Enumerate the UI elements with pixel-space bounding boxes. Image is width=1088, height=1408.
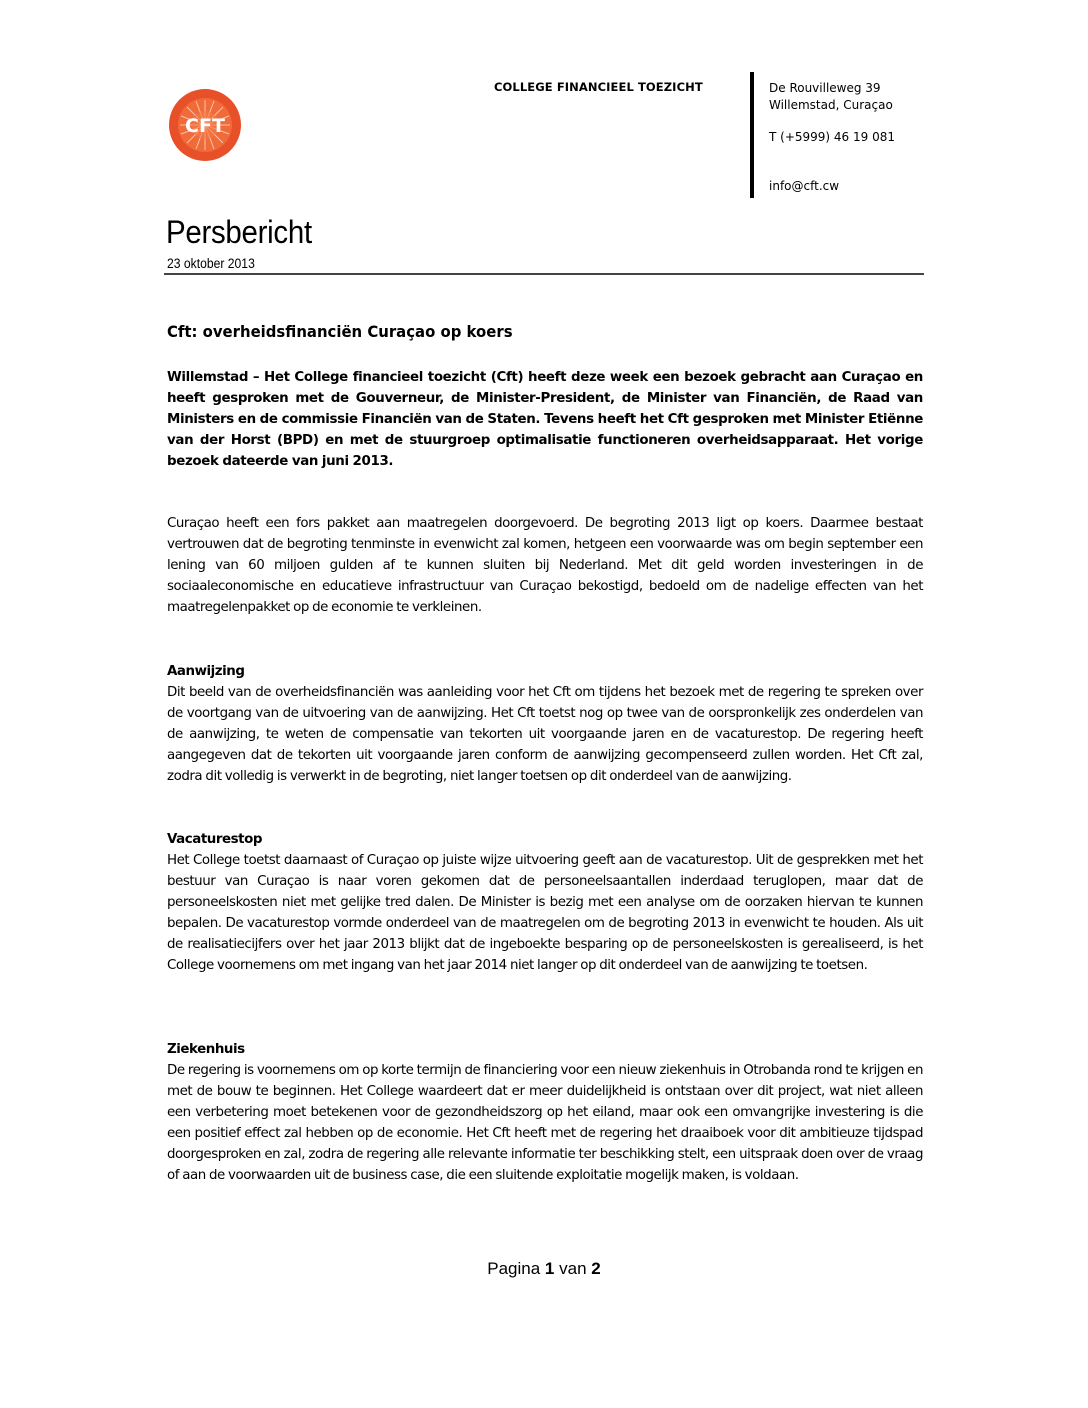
- address-line-1: De Rouvilleweg 39: [769, 81, 881, 95]
- section-aanwijzing: [167, 661, 923, 787]
- organization-name: COLLEGE FINANCIEEL TOEZICHT: [494, 80, 703, 94]
- lead-paragraph: [167, 367, 923, 472]
- total-pages: 2: [591, 1259, 601, 1278]
- section-ziekenhuis: [167, 1039, 923, 1186]
- page-prefix: Pagina: [487, 1259, 541, 1278]
- email-address: info@cft.cw: [769, 178, 840, 193]
- phone-number: T (+5999) 46 19 081: [769, 130, 895, 144]
- header-divider: [750, 72, 754, 198]
- contact-block: [769, 80, 895, 194]
- address-line-2: Willemstad, Curaçao: [769, 97, 893, 112]
- section-heading: Ziekenhuis: [167, 1042, 245, 1057]
- intro-text: Curaçao heeft een fors pakket aan maatregelen doorgevoerd. De begroting 2013 ligt op koers. Daarmee bestaat vertrouwen dat de begroting tenminste in evenwicht zal komen, hetgeen een voorwaarde was om begin september een lening van 60 miljoen gulden af te kunnen sluiten bij Nederland. Met dit geld worden investeringen in de sociaaleconomische en educatieve infrastructuur van Curaçao bekostigd, bedoeld om de nadelige effecten van het maatregelenpakket op de economie te verkleinen.: [167, 516, 923, 615]
- cft-logo-icon: [168, 88, 242, 162]
- page-number-footer: [0, 1259, 1088, 1279]
- section-heading: Vacaturestop: [167, 832, 263, 847]
- document-date: 23 oktober 2013: [167, 256, 255, 271]
- section-body: Dit beeld van de overheidsfinanciën was aanleiding voor het Cft om tijdens het bezoek met de regering te spreken over de voortgang van de uitvoering van de aanwijzing. Het Cft toetst nog op twee van de oorspronkelijk zes onderdelen van de aanwijzing, te weten de compensatie van tekorten uit voorgaande jaren en de vacaturestop. De regering heeft aangegeven dat de tekorten uit voorgaande jaren conform de aanwijzing gecompenseerd zullen worden. Het Cft zal, zodra dit volledig is verwerkt in de begroting, niet langer toetsen op dit onderdeel van de aanwijzing.: [167, 685, 923, 784]
- title-rule: [164, 273, 924, 275]
- logo-text: CFT: [185, 115, 225, 137]
- section-heading: Aanwijzing: [167, 664, 245, 679]
- current-page: 1: [544, 1259, 555, 1278]
- press-release-headline: Cft: overheidsfinanciën Curaçao op koers: [167, 322, 513, 341]
- section-body: Het College toetst daarnaast of Curaçao op juiste wijze uitvoering geeft aan de vacaturestop. Uit de gesprekken met het bestuur van Curaçao is naar voren gekomen dat de personeelsaantallen inderdaad teruglopen, maar dat de personeelskosten niet met gelijke tred dalen. De Minister is bezig met een analyse om de oorzaken hiervan te kunnen bepalen. De vacaturestop vormde onderdeel van de maatregelen om de begroting 2013 in evenwicht te houden. Als uit de realisatiecijfers over het jaar 2013 blijkt dat de ingeboekte besparing op de personeelskosten is gerealiseerd, is het College voornemens om met ingang van het jaar 2014 niet langer op dit onderdeel van de aanwijzing te toetsen.: [167, 853, 923, 973]
- lead-text: Willemstad – Het College financieel toezicht (Cft) heeft deze week een bezoek gebracht aan Curaçao en heeft gesproken met de Gouverneur, de Minister-President, de Minister van Financiën, de Raad van Ministers en de commissie Financiën van de Staten. Tevens heeft het Cft gesproken met Minister Etiënne van der Horst (BPD) en met de stuurgroep optimalisatie functioneren overheidsapparaat. Het vorige bezoek dateerde van juni 2013.: [167, 370, 923, 469]
- section-vacaturestop: [167, 829, 923, 976]
- intro-paragraph: [167, 513, 923, 618]
- section-body: De regering is voornemens om op korte termijn de financiering voor een nieuw ziekenhuis in Otrobanda rond te krijgen en met de bouw te beginnen. Het College waardeert dat er meer duidelijkheid is ontstaan over dit project, wat niet alleen een verbetering moet betekenen voor de gezondheidszorg op het eiland, maar ook een omvangrijke investering is die een positief effect zal hebben op de economie. Het Cft heeft met de regering het draaiboek voor dit ambitieuze tijdspad doorgesproken en zal, zodra de regering alle relevante informatie ter beschikking stelt, een uitspraak doen over de vraag of aan de voorwaarden uit de business case, die een sluitende exploitatie mogelijk maken, is voldaan.: [167, 1063, 923, 1183]
- page-separator: van: [559, 1259, 587, 1278]
- document-title: Persbericht: [166, 214, 312, 250]
